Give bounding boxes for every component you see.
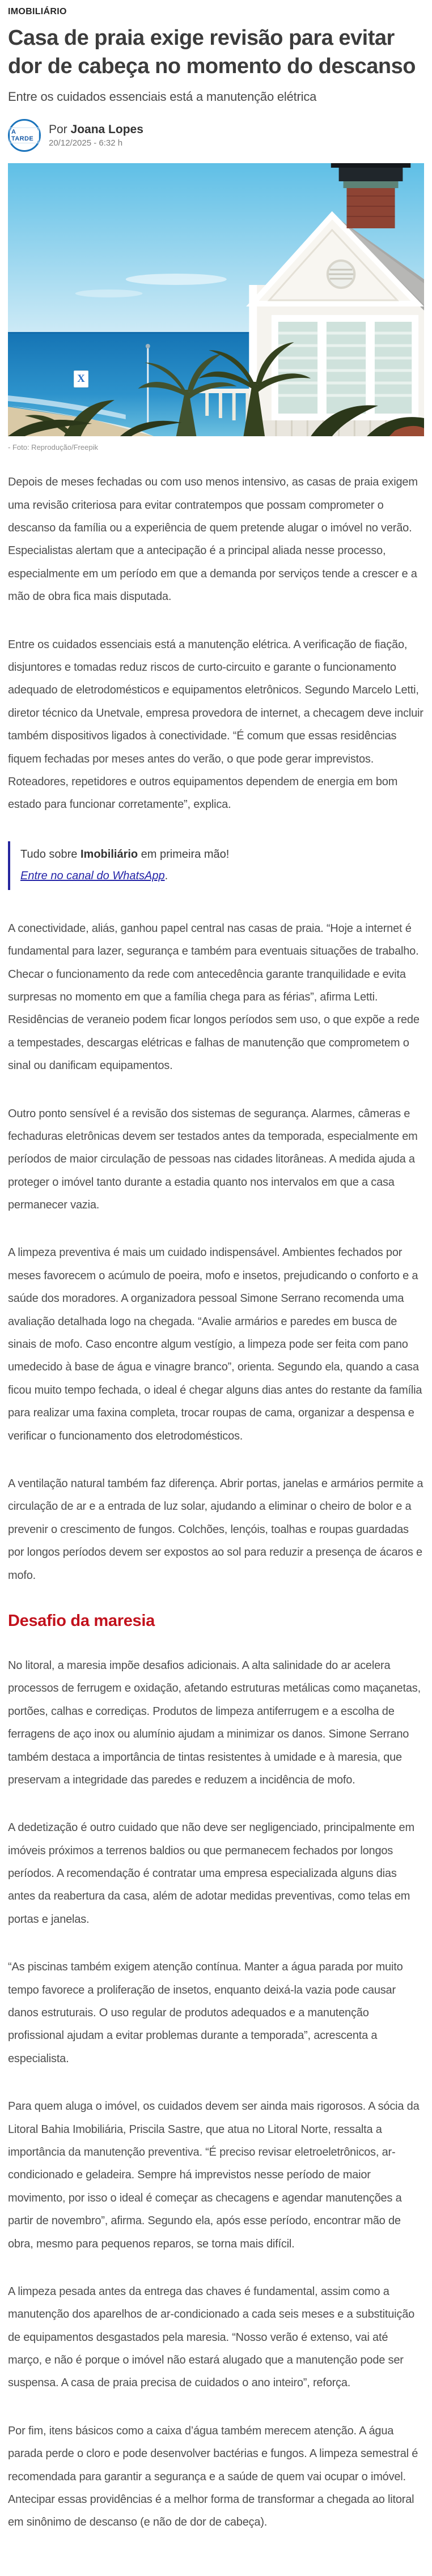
callout-prefix: Tudo sobre [20, 848, 81, 861]
article-paragraph: A conectividade, aliás, ganhou papel central nas casas de praia. “Hoje a internet é fundamental para lazer, segurança e também para eventuais situações de trabalho. Checar o funcionamento da rede com antecedência garante tranquilidade e evita surpresas no momento em que a família chega para as férias”, afirma Letti. Residências de veraneio podem ficar longos períodos sem uso, o que expõe a rede a tempestades, descargas elétricas e falhas de manutenção que comprometem o sinal ou danificam equipamentos. [8, 922, 420, 1072]
byline [8, 119, 424, 152]
article-paragraph: A ventilação natural também faz diferença. Abrir portas, janelas e armários permite a circulação de ar e a entrada de luz solar, ajudando a eliminar o cheiro de bolor e a prevenir o crescimento de fungos. Colchões, lençóis, toalhas e roupas guardadas por longos períodos devem ser expostos ao sol para reduzir a presença de ácaros e mofo. [8, 1477, 423, 1582]
callout-bold: Imobiliário [81, 848, 138, 861]
article-paragraph: No litoral, a maresia impõe desafios adicionais. A alta salinidade do ar acelera processos de ferrugem e oxidação, afetando estruturas metálicas como maçanetas, portões, calhas e corrediças. Produtos de limpeza antiferrugem e a escolha de ferragens de aço inox ou alumínio ajudam a minimizar os danos. Simone Serrano também destaca a importância de tintas resistentes à umidade e à maresia, que preservam a integridade das paredes e reduzem a incidência de mofo. [8, 1659, 421, 1786]
callout-link-line [20, 865, 424, 887]
page-title: Casa de praia exige revisão para evitar dor de cabeça no momento do descanso [8, 26, 416, 79]
article-paragraph: “As piscinas também exigem atenção contínua. Manter a água parada por muito tempo favorece a proliferação de insetos, enquanto deixá-la vazia pode causar danos estruturais. O uso regular de produtos adequados e a manutenção profissional ajudam a evitar problemas durante a temporada”, acrescenta a especialista. [8, 1961, 403, 2065]
author-prefix: Por [49, 123, 71, 137]
article-paragraph: Outro ponto sensível é a revisão dos sistemas de segurança. Alarmes, câmeras e fechaduras eletrônicas devem ser testados antes da temporada, especialmente em períodos de maior circulação de pessoas nas cidades litorâneas. A medida ajuda a proteger o imóvel tanto durante a estadia quanto nos intervalos em que a casa permanecer vazia. [8, 1107, 418, 1212]
section-heading: Desafio da maresia [8, 1611, 155, 1630]
article-paragraph: A dedetização é outro cuidado que não deve ser negligenciado, principalmente em imóveis próximos a terrenos baldios ou que permanecem fechados por longos períodos. A recomendação é contratar uma empresa especializada alguns dias antes da reabertura da casa, além de adotar medidas preventivas, como telas em portas e janelas. [8, 1821, 414, 1926]
whatsapp-callout [8, 841, 424, 890]
article-paragraph: Para quem aluga o imóvel, os cuidados devem ser ainda mais rigorosos. A sócia da Litoral Bahia Imobiliária, Priscila Sastre, que atua no Litoral Norte, ressalta a importância da manutenção preventiva. “É preciso revisar eletroeletrônicos, ar-condicionado e geladeira. Sempre há imprevistos nesse período de maior movimento, por isso o ideal é começar as checagens e agendar manutenções a partir de novembro”, afirma. Segundo ela, após esse período, encontrar mão de obra, mesmo para pequenos reparos, se torna mais difícil. [8, 2100, 420, 2250]
photo-credit: - Foto: Reprodução/Freepik [8, 443, 98, 452]
beach-house-illustration [8, 163, 424, 436]
author-name[interactable]: Joana Lopes [70, 123, 143, 137]
hero-image [8, 163, 424, 436]
atarde-logo-text: A TARDE [10, 127, 39, 143]
article-paragraph: Por fim, itens básicos como a caixa d’água também merecem atenção. A água parada perde o cloro e pode desenvolver bactérias e fungos. A limpeza semestral é recomendada para garantir a segurança e a saúde de quem vai ocupar o imóvel. Antecipar essas providências é a melhor forma de transformar a chegada ao litoral em sinônimo de descanso (e não de dor de cabeça). [8, 2424, 418, 2529]
article-paragraph: A limpeza preventiva é mais um cuidado indispensável. Ambientes fechados por meses favorecem o acúmulo de poeira, mofo e insetos, prejudicando o conforto e a saúde dos moradores. A organizadora pessoal Simone Serrano recomenda uma avaliação detalhada logo na chegada. “Avalie armários e paredes em busca de sinais de mofo. Caso encontre algum vestígio, a limpeza pode ser feita com pano umedecido à base de água e vinagre branco”, orienta. Segundo ela, quando a casa ficou muito tempo fechada, o ideal é chegar alguns dias antes do restante da família para realizar uma faxina completa, trocar roupas de cama, organizar a despensa e verificar o funcionamento dos eletrodomésticos. [8, 1246, 422, 1442]
callout-text [20, 844, 424, 865]
article-paragraph: Entre os cuidados essenciais está a manutenção elétrica. A verificação de fiação, disjuntores e tomadas reduz riscos de curto-circuito e garante o funcionamento adequado de eletrodomésticos e equipamentos eletrônicos. Segundo Marcelo Letti, diretor técnico da Unetvale, empresa provedora de internet, a checagem deve incluir também dispositivos ligados à conectividade. “É comum que essas residências fiquem fechadas por meses antes do verão, o que pode gerar imprevistos. Roteadores, repetidores e outros equipamentos dependem de energia em bom estado para funcionar corretamente”, explica. [8, 638, 423, 811]
callout-suffix: em primeira mão! [138, 848, 230, 861]
article-paragraph: A limpeza pesada antes da entrega das chaves é fundamental, assim como a manutenção dos aparelhos de ar-condicionado a cada seis meses e a substituição de equipamentos desgastados pela maresia. “Nosso verão é extenso, vai até março, e não é porque o imóvel não estará alugado que a manutenção pode ser suspensa. A casa de praia precisa de cuidados o ano inteiro”, reforça. [8, 2285, 415, 2390]
article-body [8, 471, 424, 2534]
close-icon[interactable]: X [74, 371, 88, 388]
author-line [49, 123, 143, 137]
callout-period: . [164, 869, 168, 882]
article-paragraph: Depois de meses fechadas ou com uso menos intensivo, as casas de praia exigem uma revisão criteriosa para evitar contratempos que possam comprometer o descanso da família ou a experiência de quem pretende alugar o imóvel no verão. Especialistas alertam que a antecipação é a principal aliada nesse processo, especialmente em um período em que a demanda por serviços tende a crescer e a mão de obra fica mais disputada. [8, 476, 418, 603]
byline-meta [49, 123, 143, 148]
category-label: IMOBILIÁRIO [8, 7, 67, 16]
whatsapp-channel-link[interactable]: Entre no canal do WhatsApp [20, 869, 165, 882]
atarde-logo-icon[interactable] [8, 119, 41, 152]
publish-date: 20/12/2025 - 6:32 h [49, 138, 123, 148]
article-subtitle: Entre os cuidados essenciais está a manutenção elétrica [8, 90, 317, 104]
